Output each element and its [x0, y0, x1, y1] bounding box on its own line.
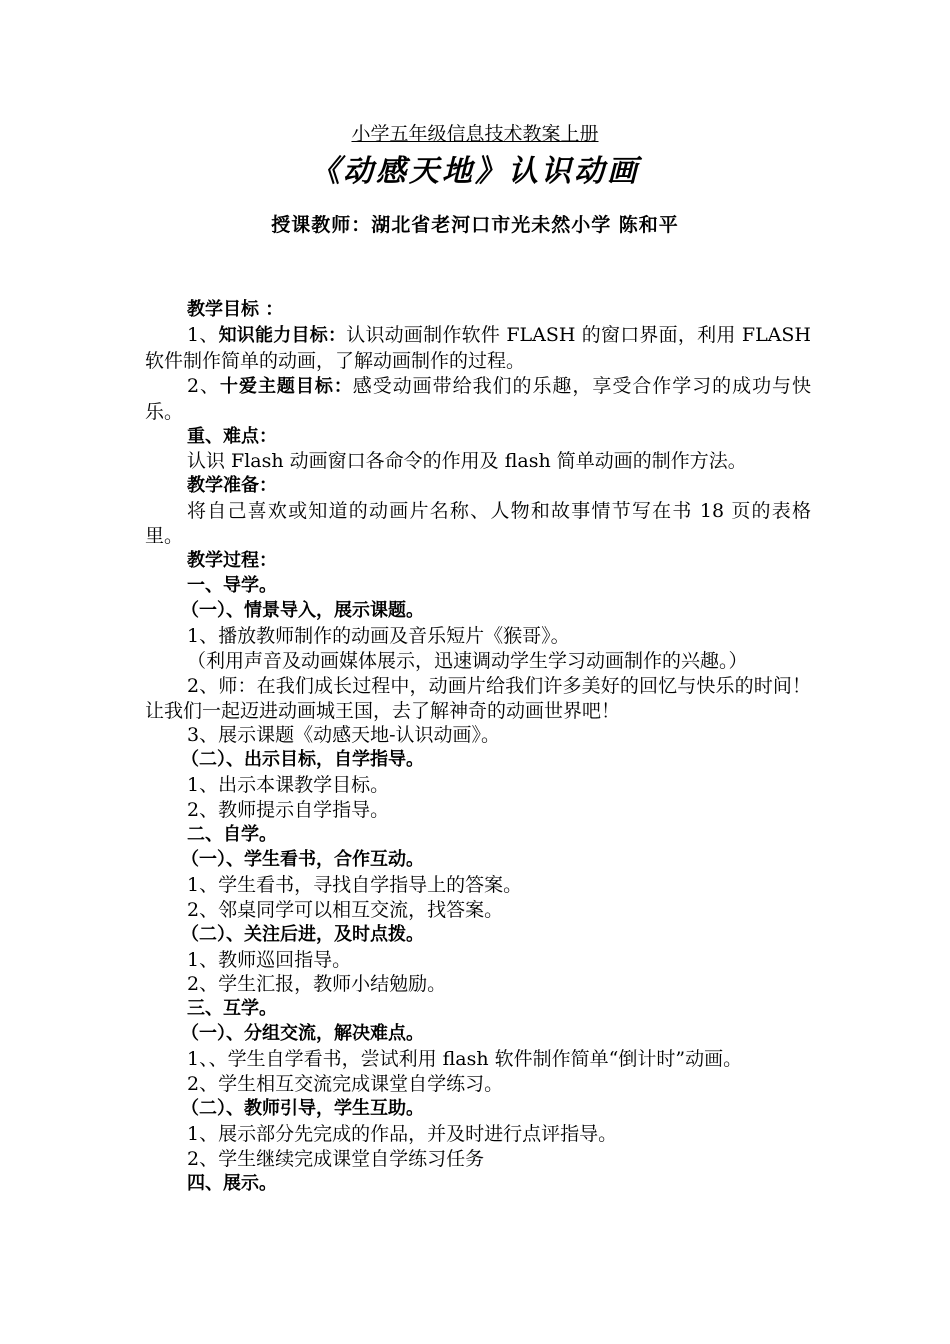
list-item-note: （利用声音及动画媒体展示，迅速调动学生学习动画制作的兴趣。） [187, 649, 748, 672]
section-2a-heading: （一）、学生看书，合作互动。 [181, 848, 424, 870]
objective-1-label: 知识能力目标： [218, 324, 347, 346]
list-item: 2、学生汇报，教师小结勉励。 [187, 973, 447, 996]
objectives-heading: 教学目标 ： [187, 299, 284, 320]
list-item: 2、学生相互交流完成课堂自学练习。 [187, 1073, 504, 1096]
list-item: 2、邻桌同学可以相互交流，找答案。 [187, 898, 504, 921]
list-item: 3、展示课题《动感天地-认识动画》。 [187, 724, 501, 747]
list-item: 1、出示本课教学目标。 [187, 774, 390, 797]
section-2-heading: 二、自学。 [187, 824, 277, 846]
teacher-line: 授课教师：湖北省老河口市光未然小学 陈和平 [271, 214, 679, 236]
section-3b-heading: （二）、教师引导，学生互助。 [181, 1098, 424, 1119]
process-heading: 教学过程： [187, 550, 277, 572]
document-subtitle: 小学五年级信息技术教案上册 [351, 123, 599, 145]
list-item: 2、学生继续完成课堂自学练习任务 [187, 1147, 485, 1170]
keypoints-heading: 重、难点： [187, 425, 277, 447]
list-item: 1、、学生自学看书，尝试利用 flash 软件制作简单“倒计时”动画。 [187, 1048, 743, 1071]
preparation-text: 将自己喜欢或知道的动画片名称、人物和故事情节写在书 18 页的表格里。 [145, 500, 811, 548]
objective-2-prefix: 2、 [187, 374, 221, 397]
objective-1-prefix: 1、 [187, 323, 219, 346]
objective-item-2 [145, 374, 811, 425]
objective-1-text: 认识动画制作软件 FLASH 的窗口界面，利用 FLASH 软件制作简单的动画，了解动画制作的过程。 [145, 323, 811, 372]
list-item: 1、学生看书，寻找自学指导上的答案。 [187, 873, 523, 896]
section-2b-heading: （二）、关注后进，及时点拨。 [181, 923, 424, 945]
list-item: 1、播放教师制作的动画及音乐短片《猴哥》。 [187, 624, 570, 647]
objective-item-1 [145, 323, 811, 374]
section-1-heading: 一、导学。 [187, 574, 277, 596]
list-item: 1、教师巡回指导。 [187, 948, 352, 971]
preparation-heading: 教学准备： [187, 475, 277, 497]
keypoints-text: 认识 Flash 动画窗口各命令的作用及 flash 简单动画的制作方法。 [187, 450, 747, 473]
objective-2-text: 感受动画带给我们的乐趣，享受合作学习的成功与快乐。 [145, 374, 811, 423]
section-3-heading: 三、互学。 [187, 998, 277, 1020]
section-3a-heading: （一）、分组交流，解决难点。 [181, 1023, 424, 1045]
section-1b-heading: （二）、出示目标，自学指导。 [181, 749, 424, 771]
document-title: 《动感天地》认识动画 [310, 154, 640, 189]
list-item: 2、教师提示自学指导。 [187, 799, 390, 822]
list-item: 1、展示部分先完成的作品，并及时进行点评指导。 [187, 1122, 618, 1145]
list-item: 2、师：在我们成长过程中，动画片给我们许多美好的回忆与快乐的时间！让我们一起迈进动画城王国，去了解神奇的动画世界吧！ [145, 674, 811, 722]
section-4-heading: 四、展示。 [187, 1172, 277, 1194]
objective-2-label: 十爱主题目标： [220, 375, 353, 397]
lesson-body [145, 298, 811, 1197]
section-1a-heading: （一）、情景导入，展示课题。 [181, 599, 424, 621]
